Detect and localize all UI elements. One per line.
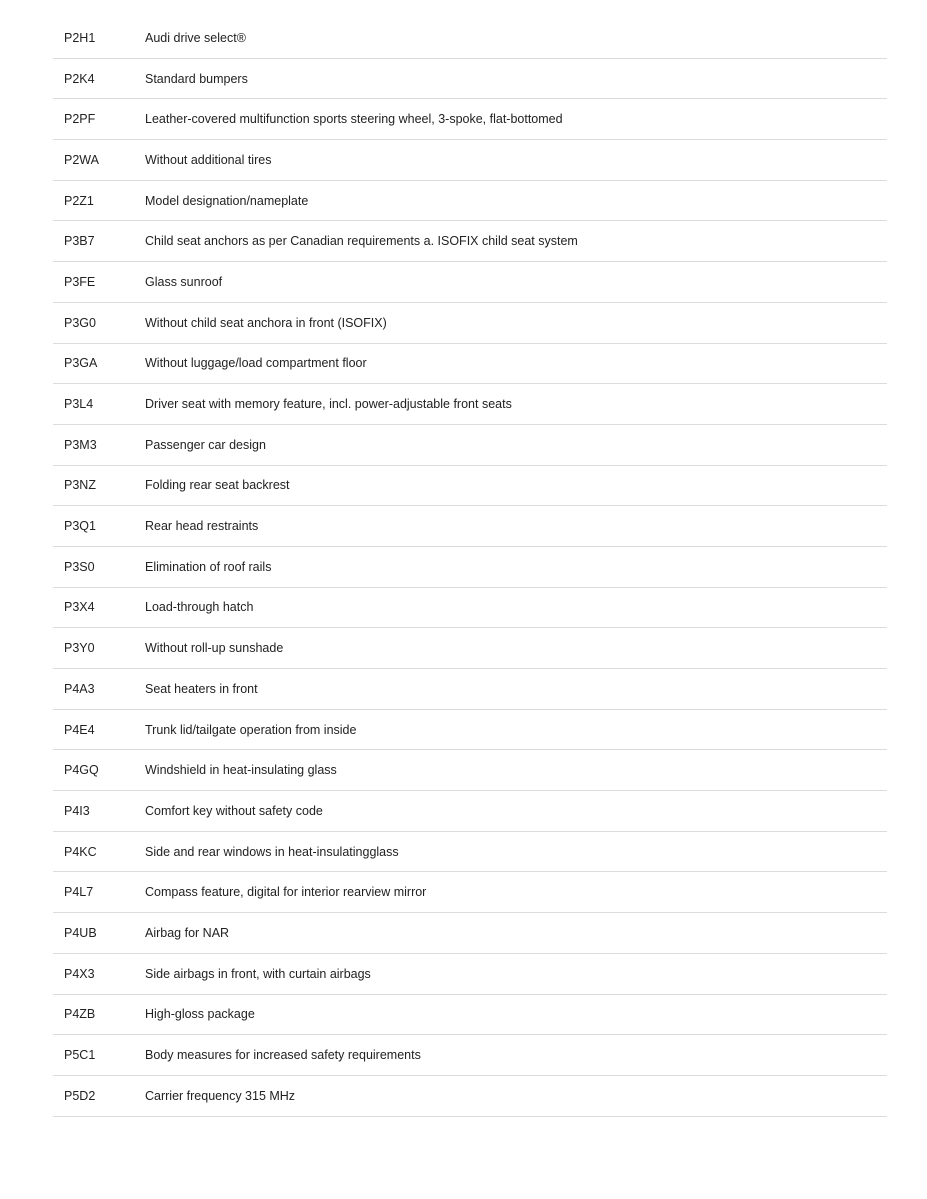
option-description: Model designation/nameplate (145, 193, 309, 208)
option-code: P4ZB (64, 1007, 96, 1022)
option-code: P5C1 (64, 1048, 96, 1063)
option-description: Without additional tires (145, 152, 272, 167)
option-description: Seat heaters in front (145, 681, 258, 696)
table-row (53, 710, 887, 751)
option-description: Windshield in heat-insulating glass (145, 763, 337, 778)
option-description: Driver seat with memory feature, incl. power-adjustable front seats (145, 397, 512, 412)
option-code: P4I3 (64, 803, 90, 818)
option-code: P3Q1 (64, 519, 96, 534)
table-row (53, 221, 887, 262)
table-row (53, 791, 887, 832)
table-row (53, 99, 887, 140)
option-code: P3GA (64, 356, 98, 371)
option-description: Elimination of roof rails (145, 559, 272, 574)
table-row (53, 1035, 887, 1076)
table-row (53, 303, 887, 344)
table-row (53, 344, 887, 385)
option-description: Load-through hatch (145, 600, 254, 615)
option-description: Glass sunroof (145, 274, 223, 289)
option-description: High-gloss package (145, 1007, 255, 1022)
option-description: Side and rear windows in heat-insulatingglass (145, 844, 399, 859)
table-row (53, 547, 887, 588)
option-code: P4GQ (64, 763, 99, 778)
table-row (53, 18, 887, 59)
option-code: P4E4 (64, 722, 95, 737)
table-row (53, 506, 887, 547)
option-description: Airbag for NAR (145, 925, 230, 940)
table-row (53, 140, 887, 181)
option-description: Without roll-up sunshade (145, 641, 284, 656)
option-code: P3Y0 (64, 641, 95, 656)
table-row (53, 59, 887, 100)
table-row (53, 466, 887, 507)
option-description: Without child seat anchora in front (ISOFIX) (145, 315, 387, 330)
option-description: Comfort key without safety code (145, 803, 323, 818)
option-description: Compass feature, digital for interior rearview mirror (145, 885, 427, 900)
option-code: P4L7 (64, 885, 94, 900)
options-table (53, 18, 887, 1117)
option-code: P3S0 (64, 559, 95, 574)
option-code: P4A3 (64, 681, 95, 696)
option-description: Trunk lid/tailgate operation from inside (145, 722, 357, 737)
option-code: P4X3 (64, 966, 95, 981)
option-code: P3G0 (64, 315, 96, 330)
option-code: P2Z1 (64, 193, 94, 208)
table-row (53, 384, 887, 425)
table-row (53, 588, 887, 629)
option-code: P3L4 (64, 397, 94, 412)
option-description: Passenger car design (145, 437, 266, 452)
table-row (53, 954, 887, 995)
table-row (53, 750, 887, 791)
option-code: P3NZ (64, 478, 96, 493)
option-description: Leather-covered multifunction sports steering wheel, 3-spoke, flat-bottomed (145, 112, 563, 127)
table-row (53, 425, 887, 466)
option-code: P4KC (64, 844, 97, 859)
option-code: P2H1 (64, 30, 96, 45)
option-description: Folding rear seat backrest (145, 478, 290, 493)
option-code: P2PF (64, 112, 96, 127)
table-row (53, 872, 887, 913)
option-code: P4UB (64, 925, 97, 940)
table-row (53, 995, 887, 1036)
option-code: P2K4 (64, 71, 95, 86)
option-description: Side airbags in front, with curtain airbags (145, 966, 371, 981)
option-description: Child seat anchors as per Canadian requirements a. ISOFIX child seat system (145, 234, 578, 249)
table-row (53, 181, 887, 222)
option-code: P3FE (64, 274, 96, 289)
option-description: Without luggage/load compartment floor (145, 356, 367, 371)
table-row (53, 832, 887, 873)
table-row (53, 262, 887, 303)
option-code: P3B7 (64, 234, 95, 249)
option-description: Audi drive select® (145, 30, 246, 45)
table-row (53, 1076, 887, 1117)
option-description: Rear head restraints (145, 519, 259, 534)
table-row (53, 913, 887, 954)
table-row (53, 628, 887, 669)
option-code: P5D2 (64, 1088, 96, 1103)
option-code: P3M3 (64, 437, 97, 452)
table-row (53, 669, 887, 710)
option-description: Carrier frequency 315 MHz (145, 1088, 296, 1103)
option-description: Standard bumpers (145, 71, 248, 86)
option-code: P2WA (64, 152, 99, 167)
option-code: P3X4 (64, 600, 95, 615)
option-description: Body measures for increased safety requirements (145, 1048, 421, 1063)
